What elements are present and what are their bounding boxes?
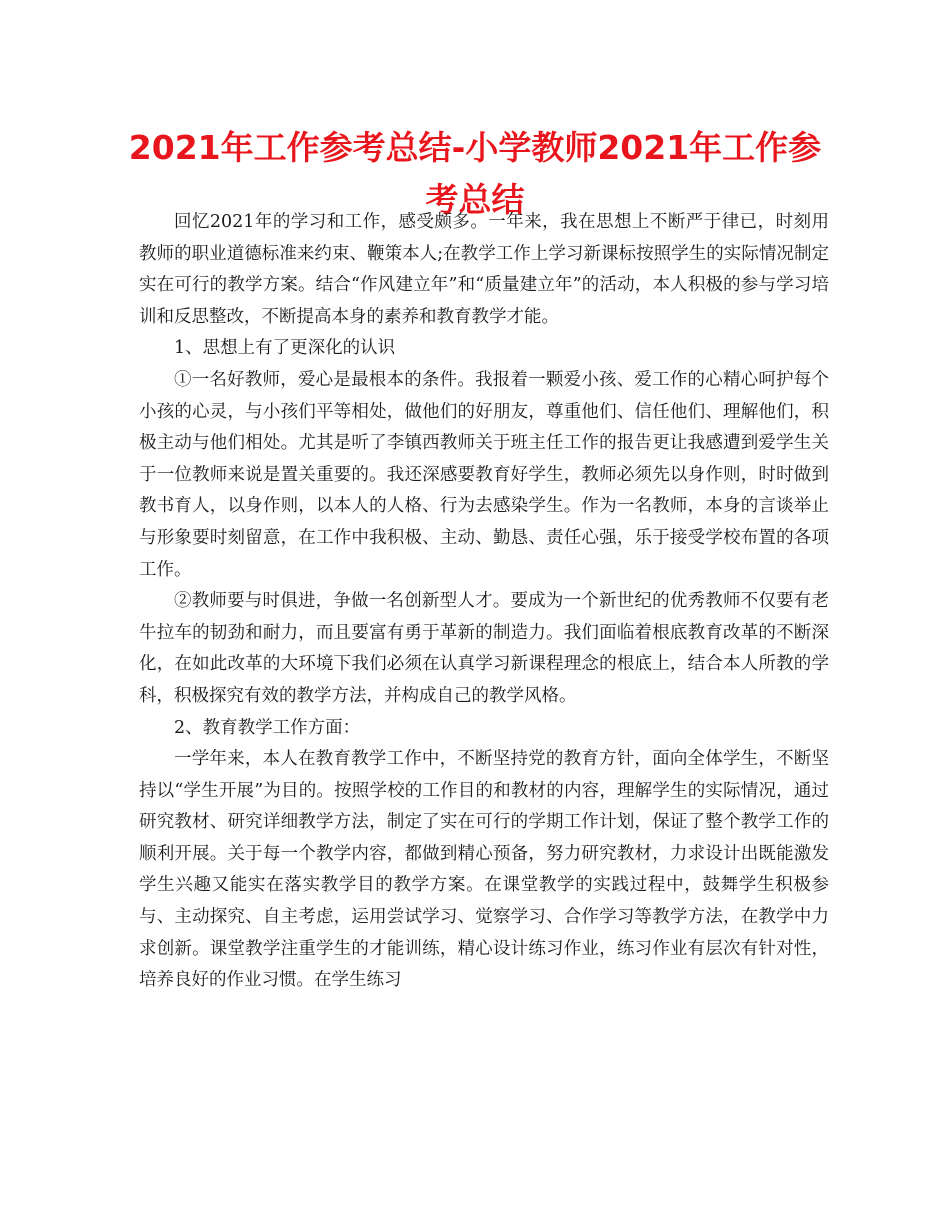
intro-paragraph: 回忆2021年的学习和工作，感受颇多。一年来，我在思想上不断严于律已，时刻用教师的职业道德标准来约束、鞭策本人;在教学工作上学习新课标按照学生的实际情况制定实在可行的教学方案。结合“作风建立年”和“质量建立年”的活动，本人积极的参与学习培训和反思整改，不断提高本身的素养和教育教学才能。 bbox=[139, 212, 829, 327]
document-body bbox=[139, 207, 829, 997]
paragraph-love: ①一名好教师，爱心是最根本的条件。我报着一颗爱小孩、爱工作的心精心呵护每个小孩的心灵，与小孩们平等相处，做他们的好朋友，尊重他们、信任他们、理解他们，积极主动与他们相处。尤其是听了李镇西教师关于班主任工作的报告更让我感遭到爱学生关于一位教师来说是置关重要的。我还深感要教育好学生，教师必须先以身作则，时时做到教书育人，以身作则，以本人的人格、行为去感染学生。作为一名教师，本身的言谈举止与形象要时刻留意，在工作中我积极、主动、勤恳、责任心强，乐于接受学校布置的各项工作。 bbox=[139, 369, 829, 580]
section-heading-2: 2、教育教学工作方面： bbox=[174, 717, 361, 738]
paragraph-teaching: 一学年来，本人在教育教学工作中，不断坚持党的教育方针，面向全体学生，不断坚持以“学生开展”为目的。按照学校的工作目的和教材的内容，理解学生的实际情况，通过研究教材、研究详细教学方法，制定了实在可行的学期工作计划，保证了整个教学工作的顺利开展。关于每一个教学内容，都做到精心预备，努力研究教材，力求设计出既能激发学生兴趣又能实在落实教学目的教学方案。在课堂教学的实践过程中，鼓舞学生积极参与、主动探究、自主考虑，运用尝试学习、觉察学习、合作学习等教学方法，在教学中力求创新。课堂教学注重学生的才能训练，精心设计练习作业，练习作业有层次有针对性，培养良好的作业习惯。在学生练习 bbox=[139, 749, 829, 991]
section-heading-1: 1、思想上有了更深化的认识 bbox=[174, 338, 396, 359]
paragraph-innovation: ②教师要与时俱进，争做一名创新型人才。要成为一个新世纪的优秀教师不仅要有老牛拉车的韧劲和耐力，而且要富有勇于革新的制造力。我们面临着根底教育改革的不断深化，在如此改革的大环境下我们必须在认真学习新课程理念的根底上，结合本人所教的学科，积极探究有效的教学方法，并构成自己的教学风格。 bbox=[139, 591, 829, 706]
document-title: 2021年工作参考总结-小学教师2021年工作参考总结 bbox=[128, 128, 822, 219]
